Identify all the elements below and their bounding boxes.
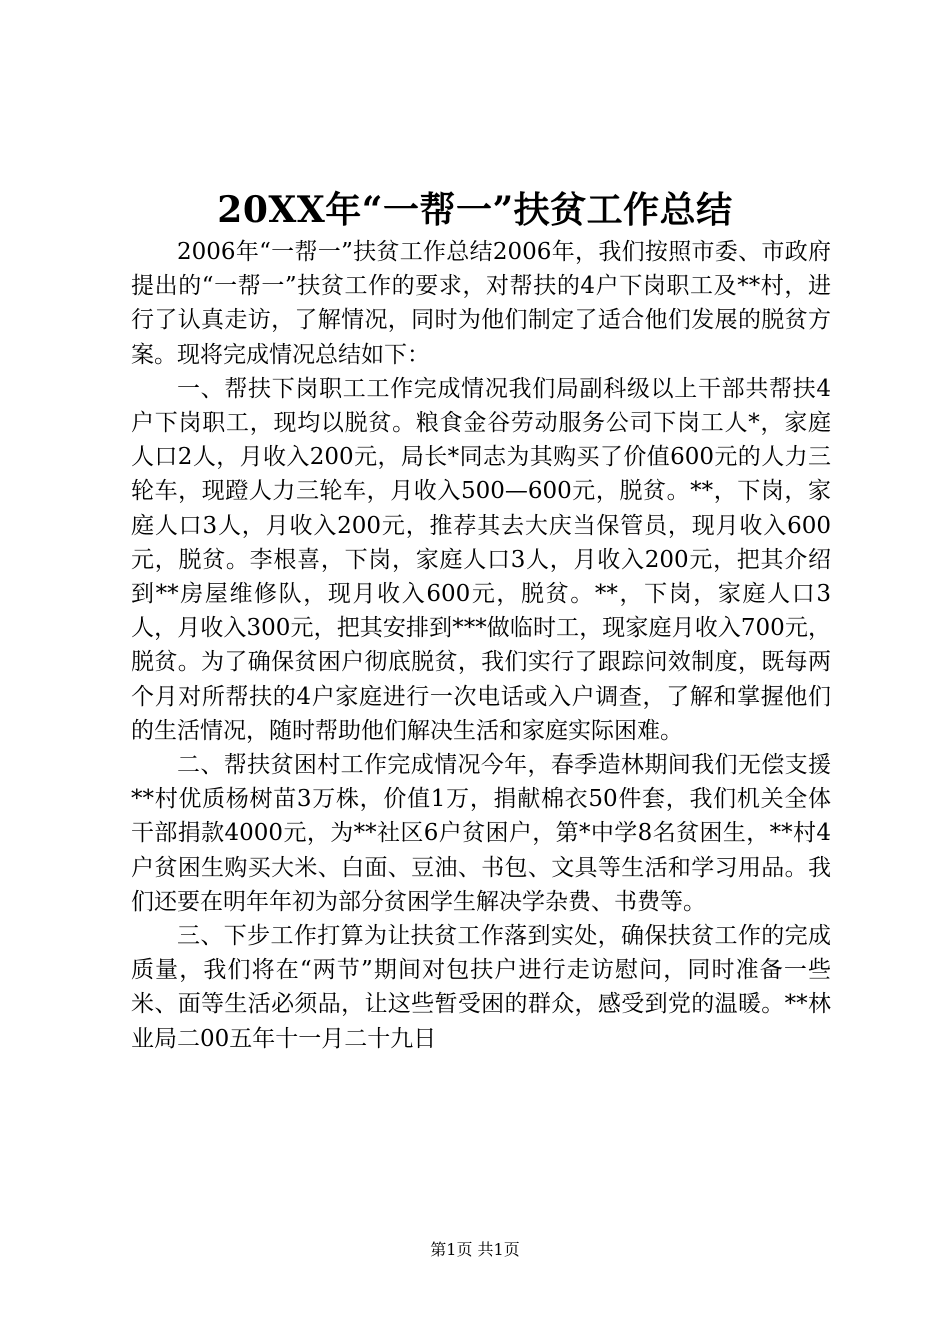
page-footer: 第1页 共1页 [430,1240,520,1259]
document-body [131,235,831,1056]
document-title: 20XX年“一帮一”扶贫工作总结 [217,189,733,231]
paragraph-section-two: 二、帮扶贫困村工作完成情况今年，春季造林期间我们无偿支援**村优质杨树苗3万株，价值1万，捐献棉衣50件套，我们机关全体干部捐款4000元，为**社区6户贫困户，第*中学8名贫困生，**村4户贫困生购买大米、白面、豆油、书包、文具等生活和学习用品。我们还要在明年年初为部分贫困学生解决学杂费、书费等。 [131,752,831,915]
paragraph-intro: 2006年“一帮一”扶贫工作总结2006年，我们按照市委、市政府提出的“一帮一”扶贫工作的要求，对帮扶的4户下岗职工及**村，进行了认真走访，了解情况，同时为他们制定了适合他们发展的脱贫方案。现将完成情况总结如下： [131,239,831,368]
paragraph-section-three: 三、下步工作打算为让扶贫工作落到实处，确保扶贫工作的完成质量，我们将在“两节”期间对包扶户进行走访慰问，同时准备一些米、面等生活必须品，让这些暂受困的群众，感受到党的温暖。**林业局二00五年十一月二十九日 [131,923,831,1052]
paragraph-section-one: 一、帮扶下岗职工工作完成情况我们局副科级以上干部共帮扶4户下岗职工，现均以脱贫。粮食金谷劳动服务公司下岗工人*，家庭人口2人，月收入200元，局长*同志为其购买了价值600元的人力三轮车，现蹬人力三轮车，月收入500—600元，脱贫。**，下岗，家庭人口3人，月收入200元，推荐其去大庆当保管员，现月收入600元，脱贫。李根喜，下岗，家庭人口3人，月收入200元，把其介绍到**房屋维修队，现月收入600元，脱贫。**，下岗，家庭人口3人，月收入300元，把其安排到***做临时工，现家庭月收入700元，脱贫。为了确保贫困户彻底脱贫，我们实行了跟踪问效制度，既每两个月对所帮扶的4户家庭进行一次电话或入户调查，了解和掌握他们的生活情况，随时帮助他们解决生活和家庭实际困难。 [131,375,831,744]
